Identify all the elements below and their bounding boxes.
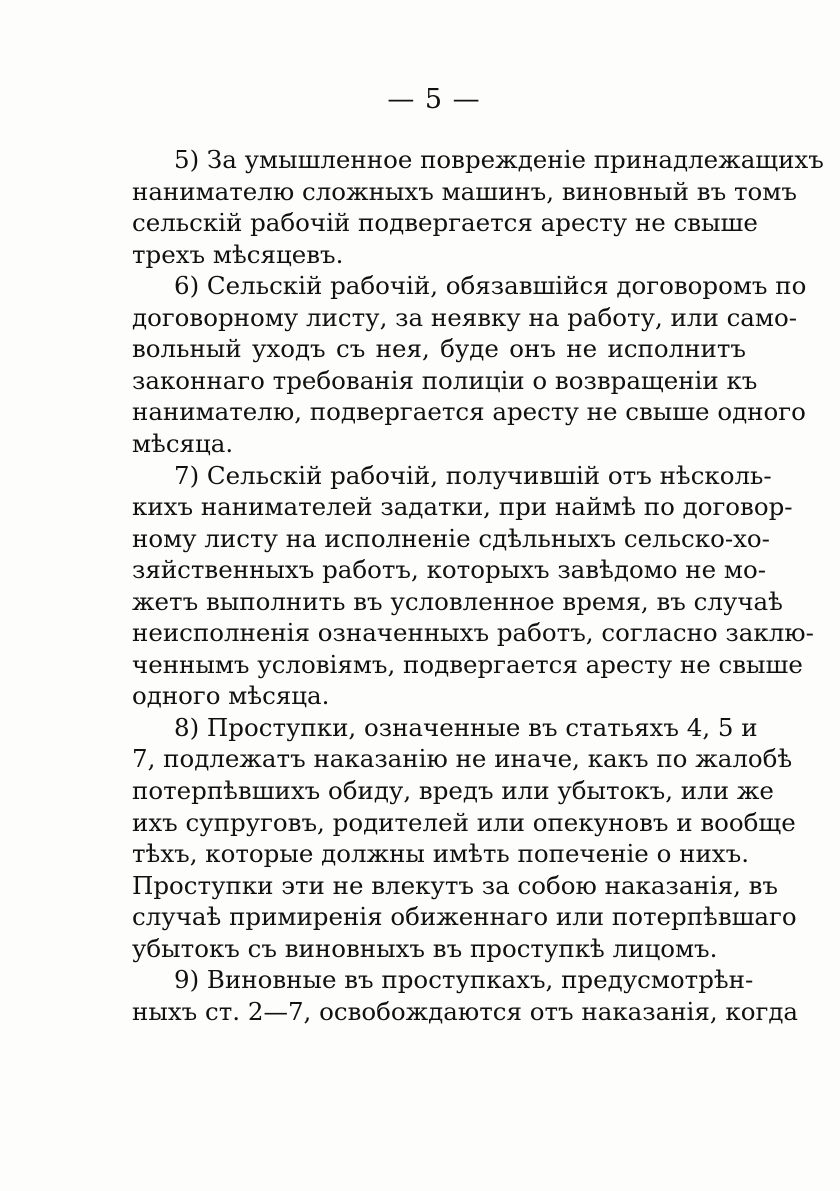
- page-number: — 5 —: [387, 84, 481, 115]
- text-line: 6) Сельскій рабочій, обязавшійся договоромъ по: [174, 271, 807, 301]
- text-line: сельскій рабочій подвергается аресту не свыше: [132, 208, 758, 238]
- text-line: неисполненія означенныхъ работъ, согласно заклю-: [132, 618, 814, 648]
- text-line: Проступки эти не влекутъ за собою наказанія, въ: [132, 870, 779, 900]
- text-line: ныхъ ст. 2—7, освобождаются отъ наказанія, когда: [132, 996, 799, 1026]
- text-line: нанимателю сложныхъ машинъ, виновный въ томъ: [132, 176, 797, 206]
- text-line: зяйственныхъ работъ, которыхъ завѣдомо не мо-: [132, 555, 766, 585]
- text-line: случаѣ примиренія обиженнаго или потерпѣвшаго: [132, 902, 797, 932]
- text-line: убытокъ съ виновныхъ въ проступкѣ лицомъ.: [132, 933, 718, 963]
- text-line: кихъ нанимателей задатки, при наймѣ по договор-: [132, 492, 793, 522]
- text-line: одного мѣсяца.: [132, 681, 330, 711]
- text-line: вольный уходъ съ нея, буде онъ не исполнитъ: [132, 334, 746, 364]
- text-line: жетъ выполнить въ условленное время, въ случаѣ: [132, 586, 783, 616]
- text-line: 9) Виновные въ проступкахъ, предусмотрѣн-: [174, 965, 754, 995]
- text-line: потерпѣвшихъ обиду, вредъ или убытокъ, или же: [132, 776, 774, 805]
- text-line: договорному листу, за неявку на работу, или само-: [132, 302, 797, 332]
- text-line: ному листу на исполненіе сдѣльныхъ сельско-хо-: [132, 523, 770, 553]
- text-line: трехъ мѣсяцевъ.: [132, 239, 344, 269]
- text-line: ченнымъ условіямъ, подвергается аресту не свыше: [132, 649, 803, 679]
- text-line: 8) Проступки, означенные въ статьяхъ 4, 5 и: [174, 712, 758, 742]
- text-line: ихъ супруговъ, родителей или опекуновъ и вообще: [132, 807, 796, 837]
- text-line: законнаго требованія полиціи о возвращеніи къ: [132, 365, 758, 395]
- text-line: нанимателю, подвергается аресту не свыше одного: [132, 397, 806, 427]
- text-line: 5) За умышленное поврежденіе принадлежащихъ: [174, 145, 824, 174]
- text-line: 7) Сельскій рабочій, получившій отъ нѣсколь-: [174, 460, 772, 490]
- text-line: 7, подлежатъ наказанію не иначе, какъ по жалобѣ: [132, 744, 793, 774]
- text-line: мѣсяца.: [132, 428, 234, 458]
- text-line: тѣхъ, которые должны имѣть попеченіе о нихъ.: [132, 839, 749, 869]
